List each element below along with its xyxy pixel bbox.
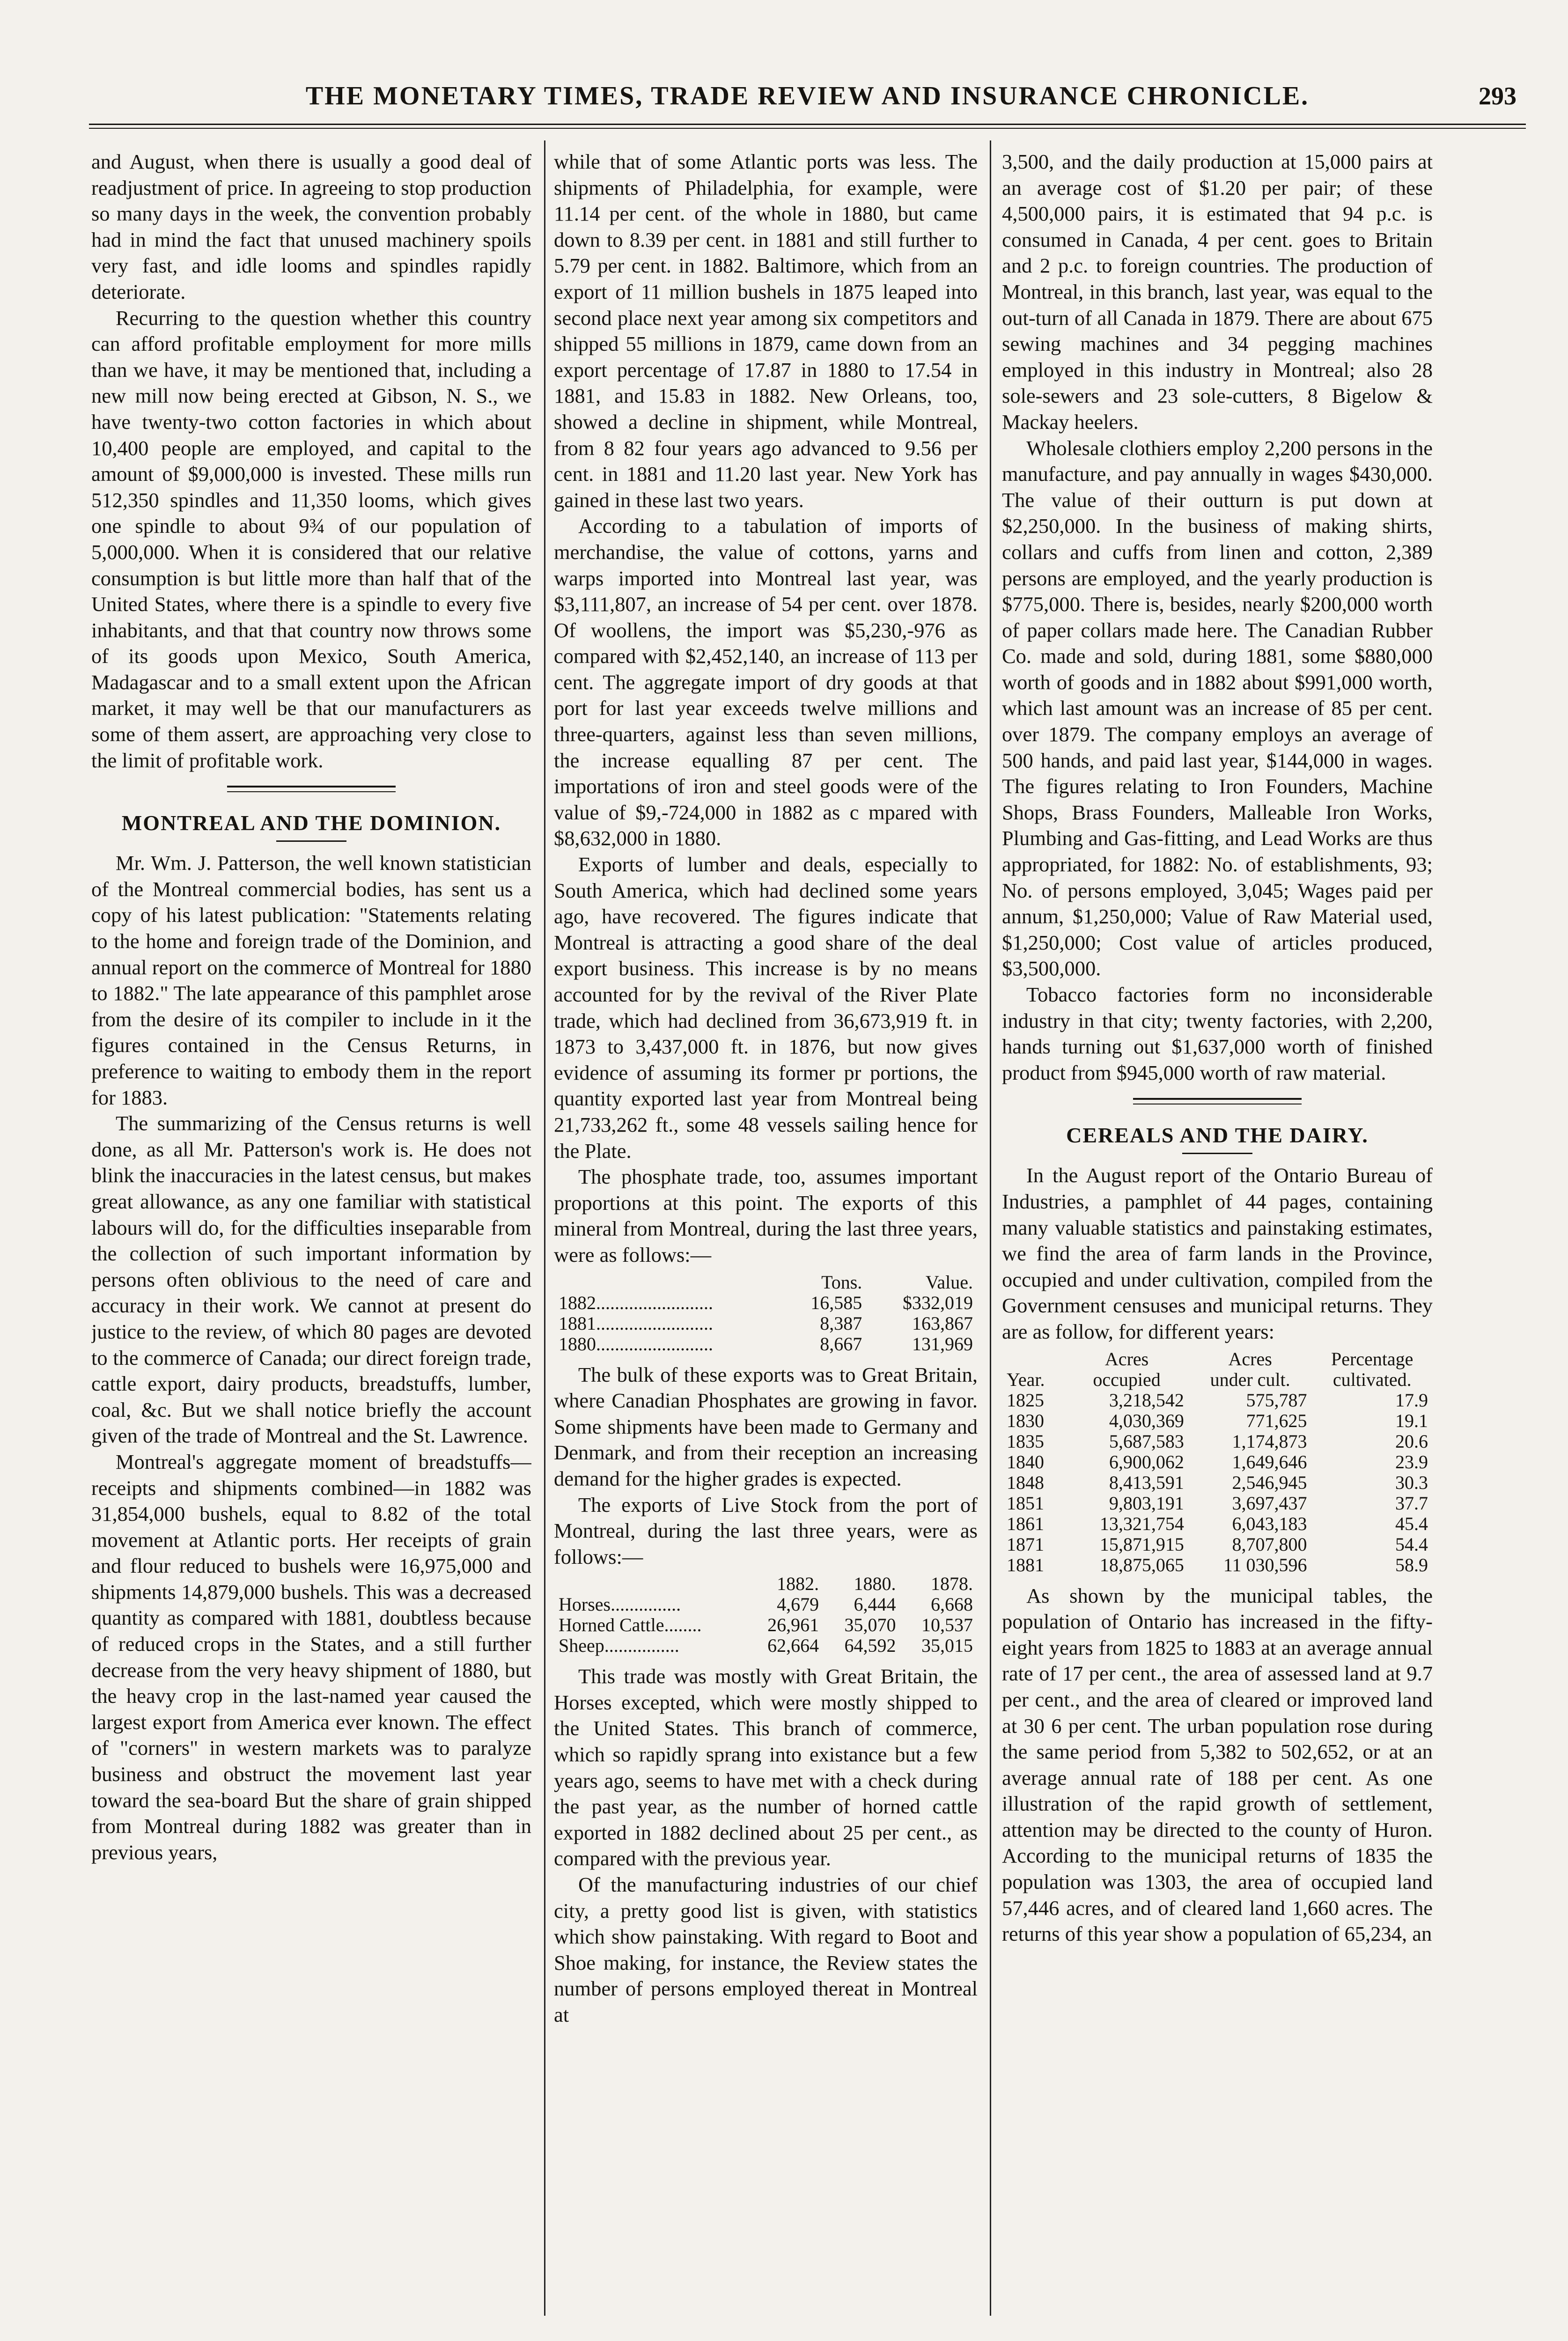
table-cell: 1851: [1007, 1492, 1044, 1514]
table-cell: 20.6: [1395, 1430, 1428, 1452]
table-row: [554, 1293, 978, 1313]
table-cell: 8,413,591: [1109, 1472, 1184, 1493]
table-cell: 11 030,596: [1223, 1554, 1307, 1575]
table-cell: 35,015: [921, 1635, 973, 1656]
header-rule: [89, 124, 1526, 129]
section-heading: MONTREAL AND THE DOMINION.: [121, 811, 501, 835]
paragraph: As shown by the municipal tables, the population of Ontario has increased in the fifty-eight years from 1825 to 1883 at an average annual rate of 17 per cent., the area of assessed land at 9.7 per cent., and the area of cleared or improved land at 30 6 per cent. The urban population rose during the same period from 5,382 to 502,652, or at an average annual rate of 188 per cent. As one illustration of the rapid growth of settlement, attention may be directed to the county of Huron. According to the municipal returns of 1835 the population was 1303, the area of occupied land 57,446 acres, and of cleared land 1,660 acres. The returns of this year show a population of 65,234, an: [1002, 1583, 1433, 1946]
table-header: Acres: [1228, 1348, 1272, 1369]
row-label: Horses...............: [559, 1594, 681, 1615]
section-divider: [227, 786, 396, 792]
table-row: [554, 1334, 978, 1355]
table-cell: 58.9: [1395, 1554, 1428, 1575]
table-header: 1880.: [854, 1573, 896, 1595]
column-2: [554, 149, 978, 2316]
table-header: under cult.: [1210, 1369, 1290, 1390]
table-cell: 3,697,437: [1232, 1492, 1307, 1514]
paragraph: Mr. Wm. J. Patterson, the well known statistician of the Montreal commercial bodies, has sent us a copy of his latest publication: "Statements relating to the home and foreign trade of the Dominion, and annual report on the commerce of Montreal for 1880 to 1882." The late appearance of this pamphlet arose from the desire of its compiler to include in it the figures contained in the Census Returns, in preference to waiting to embody them in the report for 1883.: [91, 851, 531, 1109]
table-row: [1002, 1493, 1433, 1514]
table-cell: 54.4: [1395, 1533, 1428, 1555]
paragraph: The bulk of these exports was to Great Britain, where Canadian Phosphates are growing in favor. Some shipments have been made to Germany and Denmark, and from their reception an increasing demand for the higher grades is expected.: [554, 1362, 978, 1490]
table-header: cultivated.: [1332, 1369, 1412, 1390]
farm-land-table: [1002, 1349, 1433, 1575]
section-divider: [1133, 1098, 1302, 1104]
table-row: [1002, 1514, 1433, 1534]
heading-rule: [276, 840, 346, 842]
column-divider: [544, 140, 545, 2316]
table-cell: 37.7: [1395, 1492, 1428, 1514]
table-cell: 23.9: [1395, 1451, 1428, 1472]
paragraph: and August, when there is usually a good deal of readjustment of price. In agreeing to stop production so many days in the week, the convention probably had in mind the fact that unused machinery spoils very fast, and idle looms and spindles rapidly deteriorate.: [91, 150, 531, 303]
table-row: [554, 1313, 978, 1334]
table-cell: 1848: [1007, 1472, 1044, 1493]
table-cell: 131,969: [912, 1333, 973, 1355]
table-cell: 575,787: [1246, 1389, 1307, 1411]
table-cell: 13,321,754: [1099, 1513, 1184, 1534]
paragraph: The summarizing of the Census returns is well done, as all Mr. Patterson's work is. He does not blink the inaccuracies in the latest census, but makes great allowance, as any one familiar with statistical labours will do, for the difficulties inseparable from the collection of such important information by persons often oblivious to the need of care and accuracy in their work. We cannot at present do justice to the review, of which 80 pages are devoted to the commerce of Canada; our direct foreign trade, cattle export, dairy products, breadstuffs, lumber, coal, &c. But we shall notice briefly the account given of the trade of Montreal and the St. Lawrence.: [91, 1112, 531, 1448]
table-cell: 8,387: [820, 1312, 862, 1334]
table-cell: 5,687,583: [1109, 1430, 1184, 1452]
masthead-title: THE MONETARY TIMES, TRADE REVIEW AND INSURANCE CHRONICLE.: [305, 81, 1310, 110]
paragraph: while that of some Atlantic ports was less. The shipments of Philadelphia, for example, were 11.14 per cent. of the whole in 1880, but came down to 8.39 per cent. in 1881 and still further to 5.79 per cent. in 1882. Baltimore, which from an export of 11 million bushels in 1875 leaped into second place next year among six competitors and shipped 55 millions in 1879, came down from an export percentage of 17.87 in 1880 to 17.54 in 1881, and 15.83 in 1882. New Orleans, too, showed a decline in shipment, while Montreal, from 8 82 four years ago advanced to 9.56 per cent. in 1881 and 11.20 last year. New York has gained in these last two years.: [554, 150, 978, 512]
table-cell: $332,019: [903, 1292, 973, 1313]
table-row: [1002, 1390, 1433, 1411]
column-divider: [990, 140, 991, 2316]
paragraph: Montreal's aggregate moment of breadstuffs—receipts and shipments combined—in 1882 was 31,854,000 bushels, equal to 8.82 of the total movement at Atlantic ports. Her receipts of grain and flour reduced to bushels were 16,975,000 and shipments 14,879,000 bushels. This was a decreased quantity as compared with 1881, doubtless because of reduced crops in the States, and a still further decrease from the very heavy shipment of 1880, but the heavy crop in the last-named year caused the largest export from America ever known. The effect of "corners" in western markets was to paralyze business and obstruct the movement last year toward the sea-board But the share of grain shipped from Montreal during 1882 was greater than in previous years,: [91, 1450, 531, 1864]
table-cell: 1871: [1007, 1533, 1044, 1555]
table-header: 1882.: [777, 1573, 819, 1595]
table-cell: 3,218,542: [1109, 1389, 1184, 1411]
table-cell: 163,867: [912, 1312, 973, 1334]
paragraph: The exports of Live Stock from the port of Montreal, during the last three years, were as follows:—: [554, 1493, 978, 1568]
paragraph: In the August report of the Ontario Bureau of Industries, a pamphlet of 44 pages, containing many valuable statistics and painstaking estimates, we find the area of farm lands in the Province, occupied and under cultivation, compiled from the Government censuses and municipal returns. They are as follow, for different years:: [1002, 1163, 1433, 1343]
table-cell: 15,871,915: [1099, 1533, 1184, 1555]
column-1: [91, 149, 531, 2316]
table-cell: 62,664: [767, 1635, 819, 1656]
paragraph: Wholesale clothiers employ 2,200 persons in the manufacture, and pay annually in wages $430,000. The value of their outturn is put down at $2,250,000. In the business of making shirts, collars and cuffs from linen and cotton, 2,389 persons are employed, and the yearly production is $775,000. There is, besides, nearly $200,000 worth of paper collars made here. The Canadian Rubber Co. made and sold, during 1881, some $880,000 worth of goods and in 1882 about $991,000 worth, which last amount was an increase of 85 per cent. over 1879. The company employs an average of 500 hands, and paid last year, $144,000 in wages. The figures relating to Iron Founders, Machine Shops, Brass Founders, Malleable Iron Works, Plumbing and Gas-fitting, and Lead Works are thus appropriated, for 1882: No. of establishments, 93; No. of persons employed, 3,045; Wages paid per annum, $1,250,000; Value of Raw Material used, $1,250,000; Cost value of articles produced, $3,500,000.: [1002, 436, 1433, 980]
paragraph: The phosphate trade, too, assumes important proportions at this point. The exports of this mineral from Montreal, during the last three years, were as follows:—: [554, 1165, 978, 1266]
table-cell: 1825: [1007, 1389, 1044, 1411]
table-cell: 16,585: [810, 1292, 862, 1313]
phosphate-table: [554, 1272, 978, 1355]
table-row: [1002, 1431, 1433, 1452]
row-label: 1880.........................: [559, 1333, 713, 1355]
table-cell: 1,649,646: [1232, 1451, 1307, 1472]
paragraph: Exports of lumber and deals, especially to South America, which had declined some years ago, have recovered. The figures indicate that Montreal is attracting a good share of the deal export business. This increase is by no means accounted for by the revival of the River Plate trade, which had declined from 36,673,919 ft. in 1873 to 3,437,000 ft. in 1876, but now gives evidence of assuming its former pr portions, the quantity exported last year from Montreal being 21,733,262 ft., some 48 vessels sailing hence for the Plate.: [554, 853, 978, 1163]
table-row: [1002, 1534, 1433, 1555]
table-cell: 64,592: [844, 1635, 896, 1656]
table-cell: 1830: [1007, 1410, 1044, 1431]
table-cell: 19.1: [1395, 1410, 1428, 1431]
table-cell: 8,707,800: [1232, 1533, 1307, 1555]
paragraph: Of the manufacturing industries of our chief city, a pretty good list is given, with statistics which show painstaking. With regard to Boot and Shoe making, for instance, the Review states the number of persons employed thereat in Montreal at: [554, 1873, 978, 2026]
table-row: [1002, 1472, 1433, 1493]
table-cell: 771,625: [1246, 1410, 1307, 1431]
heading-rule: [1182, 1153, 1252, 1154]
table-cell: 45.4: [1395, 1513, 1428, 1534]
paragraph: Tobacco factories form no inconsiderable industry in that city; twenty factories, with 2,200, hands turning out $1,637,000 worth of finished product from $945,000 worth of raw material.: [1002, 983, 1433, 1084]
table-row: [554, 1594, 978, 1615]
table-header: Acres: [1104, 1348, 1149, 1369]
table-row: [1002, 1411, 1433, 1431]
table-row: [1002, 1555, 1433, 1575]
table-cell: 30.3: [1395, 1472, 1428, 1493]
column-3: [1002, 149, 1433, 2316]
row-label: Horned Cattle........: [559, 1614, 702, 1636]
table-cell: 4,679: [777, 1594, 819, 1615]
table-header: occupied: [1093, 1369, 1161, 1390]
paragraph: 3,500, and the daily production at 15,000 pairs at an average cost of $1.20 per pair; of these 4,500,000 pairs, it is estimated that 94 p.c. is consumed in Canada, 4 per cent. goes to Britain and 2 p.c. to foreign countries. The production of Montreal, in this branch, last year, was equal to the out-turn of all Canada in 1879. There are about 675 sewing machines and 34 pegging machines employed in this industry in Montreal; also 28 sole-sewers and 23 sole-cutters, 8 Bigelow & Mackay heelers.: [1002, 150, 1433, 434]
paragraph: According to a tabulation of imports of merchandise, the value of cottons, yarns and warps imported into Montreal last year, was $3,111,807, an increase of 54 per cent. over 1878. Of woollens, the import was $5,230,-976 as compared with $2,452,140, an increase of 113 per cent. The aggregate import of dry goods at that port for last year exceeds twelve millions and three-quarters, against less than seven millions, the increase equalling 87 per cent. The importations of iron and steel goods were of the value of $9,-724,000 in 1882 as c mpared with $8,632,000 in 1880.: [554, 514, 978, 850]
table-cell: 1861: [1007, 1513, 1044, 1534]
table-cell: 1881: [1007, 1554, 1044, 1575]
table-header: Tons.: [821, 1271, 862, 1293]
table-header: Year.: [1007, 1369, 1045, 1390]
table-cell: 4,030,369: [1109, 1410, 1184, 1431]
table-cell: 6,668: [931, 1594, 973, 1615]
table-row: [1002, 1452, 1433, 1472]
table-cell: 9,803,191: [1109, 1492, 1184, 1514]
table-row: [554, 1635, 978, 1656]
table-cell: 10,537: [921, 1614, 973, 1636]
table-cell: 1840: [1007, 1451, 1044, 1472]
paragraph: This trade was mostly with Great Britain, the Horses excepted, which were mostly shipped to the United States. This branch of commerce, which so rapidly sprang into existance but a few years ago, seems to have met with a check during the past year, as the number of horned cattle exported in 1882 declined about 25 per cent., as compared with the previous year.: [554, 1664, 978, 1870]
row-label: Sheep................: [559, 1635, 679, 1656]
paragraph: Recurring to the question whether this country can afford profitable employment for more mills than we have, it may be mentioned that, including a new mill now being erected at Gibson, N. S., we have twenty-two cotton factories in which about 10,400 people are employed, and capital to the amount of $9,000,000 is invested. These mills run 512,350 spindles and 11,350 looms, which gives one spindle to about 9¾ of our population of 5,000,000. When it is considered that our relative consumption is but little more than half that of the United States, where there is a spindle to every five inhabitants, and that that country now throws some of its goods upon Mexico, South America, Madagascar and to a small extent upon the African market, it may well be that our manufacturers as some of them assert, are approaching very close to the limit of profitable work.: [91, 306, 531, 772]
row-label: 1881.........................: [559, 1312, 713, 1334]
table-cell: 6,043,183: [1232, 1513, 1307, 1534]
row-label: 1882.........................: [559, 1292, 713, 1313]
running-head: [89, 77, 1526, 115]
table-row: [554, 1615, 978, 1635]
table-cell: 6,444: [854, 1594, 896, 1615]
section-heading: CEREALS AND THE DAIRY.: [1066, 1123, 1369, 1148]
table-cell: 2,546,945: [1232, 1472, 1307, 1493]
table-header: Percentage: [1331, 1348, 1413, 1369]
table-cell: 18,875,065: [1099, 1554, 1184, 1575]
table-header: Value.: [925, 1271, 973, 1293]
table-cell: 8,667: [820, 1333, 862, 1355]
table-cell: 17.9: [1395, 1389, 1428, 1411]
table-cell: 6,900,062: [1109, 1451, 1184, 1472]
table-cell: 26,961: [767, 1614, 819, 1636]
table-cell: 35,070: [844, 1614, 896, 1636]
table-cell: 1,174,873: [1232, 1430, 1307, 1452]
table-cell: 1835: [1007, 1430, 1044, 1452]
page-number: 293: [1479, 82, 1516, 110]
table-header: 1878.: [931, 1573, 973, 1595]
livestock-table: [554, 1574, 978, 1656]
